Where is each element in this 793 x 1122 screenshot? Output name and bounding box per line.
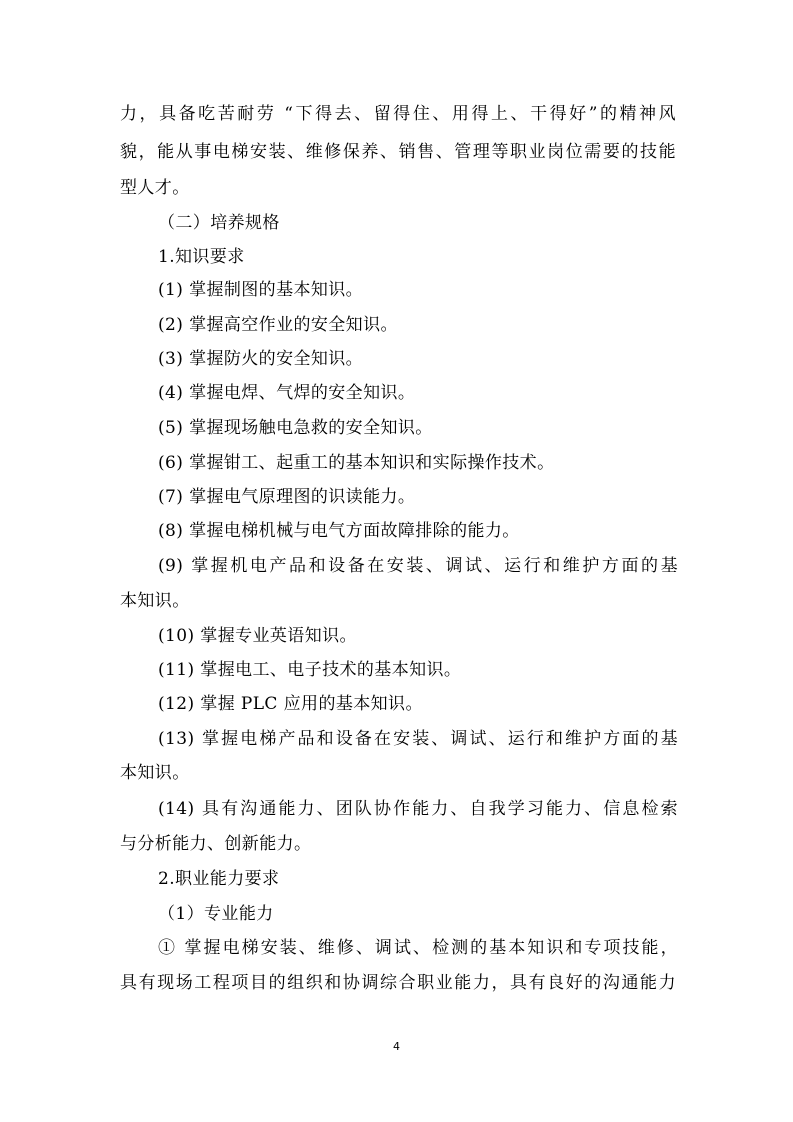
list-item-continuation: 具有现场工程项目的组织和协调综合职业能力，具有良好的沟通能力 <box>120 973 676 993</box>
subsection-heading: （1）专业能力 <box>158 904 274 924</box>
list-item: (2) 掌握高空作业的安全知识。 <box>158 315 398 335</box>
list-item: (4) 掌握电焊、气焊的安全知识。 <box>158 383 416 403</box>
list-item-continuation: 与分析能力、创新能力。 <box>120 834 312 854</box>
paragraph-line: 貌，能从事电梯安装、维修保养、销售、管理等职业岗位需要的技能 <box>120 142 676 162</box>
list-item-continuation: 本知识。 <box>120 591 190 611</box>
list-item: (13) 掌握电梯产品和设备在安装、调试、运行和维护方面的基 <box>158 729 678 749</box>
subsection-heading: 2.职业能力要求 <box>158 869 280 889</box>
section-heading: （二）培养规格 <box>158 213 280 233</box>
list-item: (10) 掌握专业英语知识。 <box>158 626 357 646</box>
list-item: (11) 掌握电工、电子技术的基本知识。 <box>158 660 462 680</box>
list-item: (9) 掌握机电产品和设备在安装、调试、运行和维护方面的基 <box>158 556 678 576</box>
list-item-continuation: 本知识。 <box>120 763 190 783</box>
list-item: (14) 具有沟通能力、团队协作能力、自我学习能力、信息检索 <box>158 799 678 819</box>
list-item: (5) 掌握现场触电急救的安全知识。 <box>158 418 433 438</box>
list-item: (1) 掌握制图的基本知识。 <box>158 280 364 300</box>
list-item: (6) 掌握钳工、起重工的基本知识和实际操作技术。 <box>158 453 555 473</box>
subsection-heading: 1.知识要求 <box>158 247 245 267</box>
page-number: 4 <box>393 1040 400 1053</box>
list-item: (3) 掌握防火的安全知识。 <box>158 349 364 369</box>
list-item: (8) 掌握电梯机械与电气方面故障排除的能力。 <box>158 521 520 541</box>
list-item: (12) 掌握 PLC 应用的基本知识。 <box>158 694 423 714</box>
paragraph-line: 型人才。 <box>120 178 190 198</box>
list-item: (7) 掌握电气原理图的识读能力。 <box>158 487 416 507</box>
list-item: ① 掌握电梯安装、维修、调试、检测的基本知识和专项技能， <box>158 938 678 958</box>
paragraph-line: 力，具备吃苦耐劳 “下得去、留得住、用得上、干得好”的精神风 <box>120 104 676 124</box>
